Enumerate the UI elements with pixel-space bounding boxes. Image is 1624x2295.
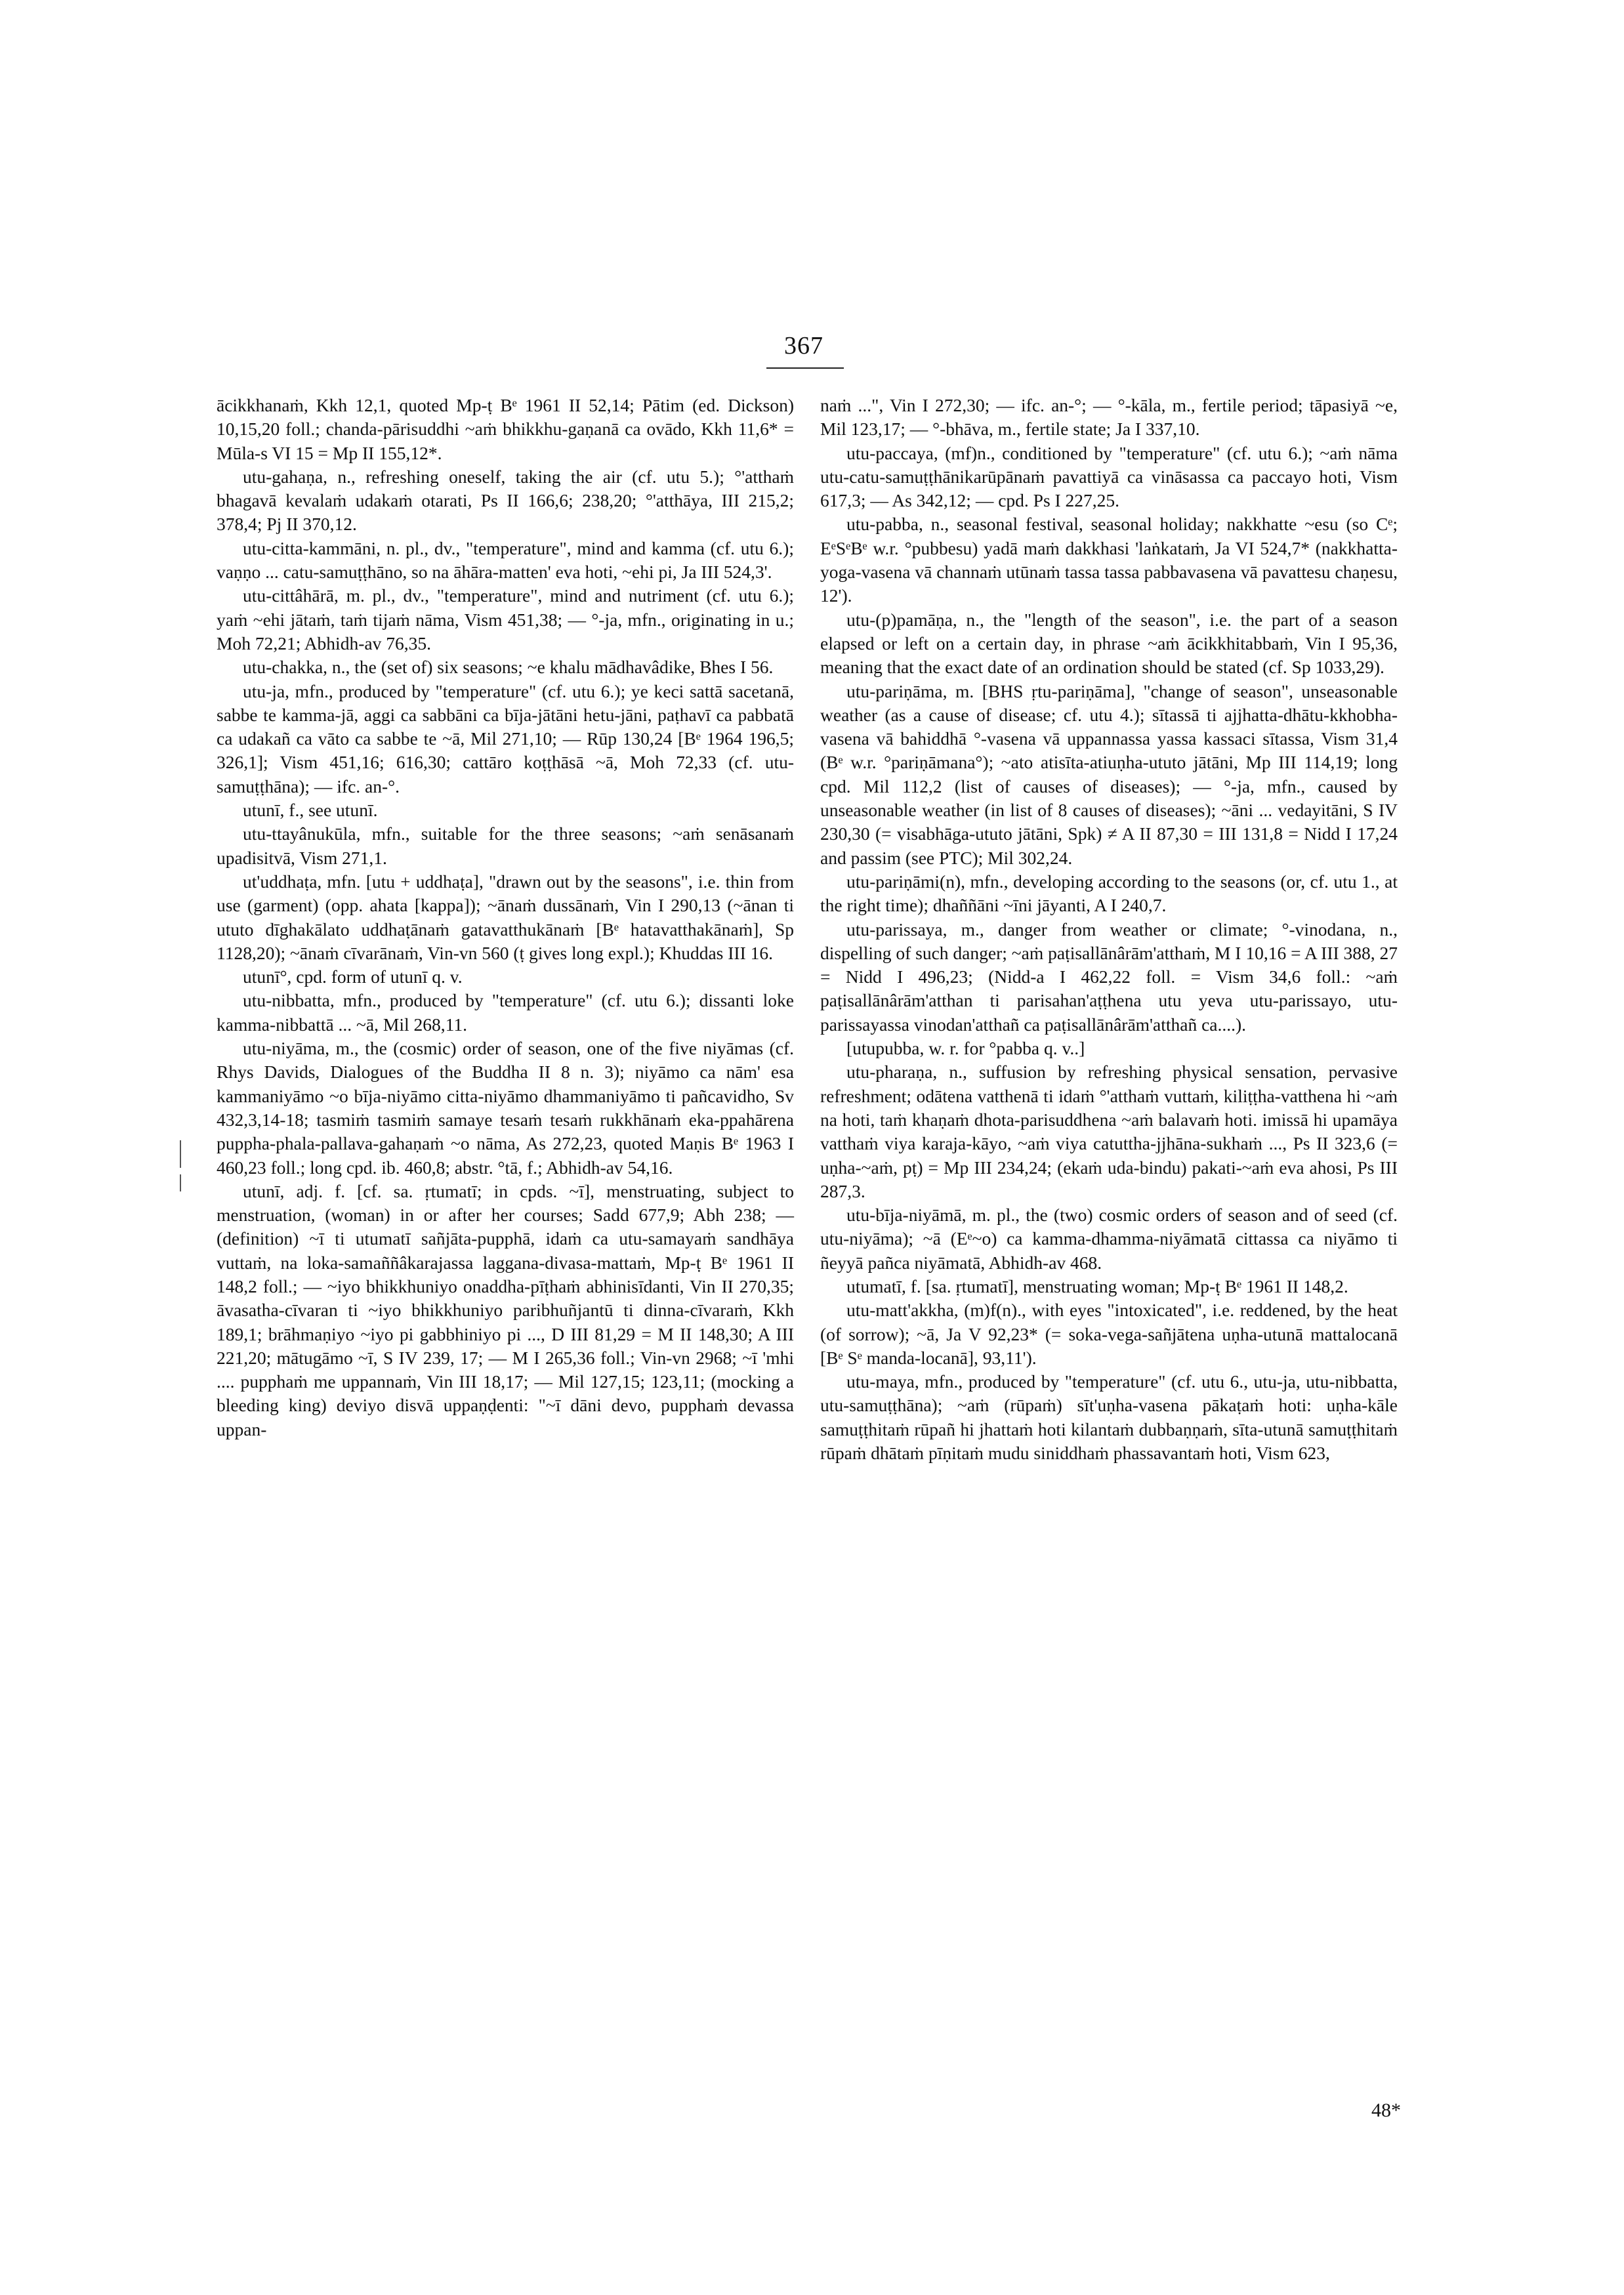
dictionary-entry: utu-pharaṇa, n., suffusion by refreshing physical sensation, pervasive refreshment; odātena vatthenā ti idaṁ °'atthaṁ vuttaṁ, kiliṭṭha-vatthena hi ~aṁ na hoti, taṁ khaṇaṁ dhota-parisuddhena ~aṁ balavaṁ hoti. imissā hi upamāya vatthaṁ viya karaja-kāyo, ~aṁ viya catuttha-jjhāna-sukhaṁ ..., Ps II 323,6 (= uṇha-~aṁ, pṭ) = Mp III 234,24; (ekaṁ uda-bindu) pakati-~aṁ eva ahosi, Ps III 287,3. <box>820 1062 1398 1201</box>
dictionary-entry: utu-ttayânukūla, mfn., suitable for the three seasons; ~aṁ senāsanaṁ upadisitvā, Vism 271,1. <box>217 823 794 868</box>
dictionary-entry: utu-ja, mfn., produced by "temperature" (cf. utu 6.); ye keci sattā sacetanā, sabbe te kamma-jā, aggi ca sabbāni ca bīja-jātāni hetu-jāni, paṭhavī ca pabbatā ca udakañ ca vāto ca sabbe te ~ā, Mil 271,10; — Rūp 130,24 [Bᵉ 1964 196,5; 326,1]; Vism 451,16; 616,30; cattāro koṭṭhāsā ~ā, Moh 72,33 (cf. utu-samuṭṭhāna); — ifc. an-°. <box>217 680 794 796</box>
dictionary-entry: utu-cittâhārā, m. pl., dv., "temperature", mind and nutriment (cf. utu 6.); yaṁ ~ehi jātaṁ, taṁ tijaṁ nāma, Vism 451,38; — °-ja, mfn., originating in u.; Moh 72,21; Abhidh-av 76,35. <box>217 585 794 653</box>
margin-mark <box>180 1174 181 1191</box>
right-column <box>820 394 1398 1465</box>
dictionary-entry: utu-maya, mfn., produced by "temperature" (cf. utu 6., utu-ja, utu-nibbatta, utu-samuṭṭhāna); ~aṁ (rūpaṁ) sīt'uṇha-vasena pākaṭaṁ hoti: uṇha-kāle samuṭṭhitaṁ rūpañ hi jhattaṁ hoti kilantaṁ dubbaṇṇaṁ, sīta-utunā samuṭṭhitaṁ rūpaṁ dhātaṁ pīṇitaṁ mudu siniddhaṁ phassavantaṁ hoti, Vism 623, <box>820 1371 1398 1464</box>
dictionary-entry: utu-niyāma, m., the (cosmic) order of season, one of the five niyāmas (cf. Rhys Davids, Dialogues of the Buddha II 8 n. 3); niyāmo ca nām' esa kammaniyāmo ~o bīja-niyāmo citta-niyāmo dhammaniyāmo ti pañcavidho, Sv 432,3,14-18; tasmiṁ tasmiṁ samaye tesaṁ tesaṁ rukkhānaṁ eka-ppahārena puppha-phala-pallava-gahaṇaṁ ~o nāma, As 272,23, quoted Maṇis Bᵉ 1963 I 460,23 foll.; long cpd. ib. 460,8; abstr. °tā, f.; Abhidh-av 54,16. <box>217 1038 794 1178</box>
dictionary-entry: [utupubba, w. r. for °pabba q. v..] <box>846 1038 1085 1059</box>
dictionary-entry: utu-nibbatta, mfn., produced by "temperature" (cf. utu 6.); dissanti loke kamma-nibbattā ... ~ā, Mil 268,11. <box>217 990 794 1035</box>
dictionary-entry: utu-paccaya, (mf)n., conditioned by "temperature" (cf. utu 6.); ~aṁ nāma utu-catu-samuṭṭhānikarūpānaṁ pavattiyā ca vināsassa ca paccayo hoti, Vism 617,3; — As 342,12; — cpd. Ps I 227,25. <box>820 442 1398 511</box>
printer-signature: 48* <box>1371 2099 1401 2121</box>
dictionary-entry: utu-gahaṇa, n., refreshing oneself, taking the air (cf. utu 5.); °'atthaṁ bhagavā kevalaṁ udakaṁ otarati, Ps II 166,6; 238,20; °'atthāya, III 215,2; 378,4; Pj II 370,12. <box>217 466 794 535</box>
dictionary-entry: utu-pariṇāmi(n), mfn., developing according to the seasons (or, cf. utu 1., at the right time); dhaññāni ~īni jāyanti, A I 240,7. <box>820 871 1398 916</box>
header-rule <box>766 367 844 369</box>
margin-mark <box>180 1140 181 1168</box>
dictionary-entry: ut'uddhaṭa, mfn. [utu + uddhaṭa], "drawn out by the seasons", i.e. thin from use (garment) (opp. ahata [kappa]); ~ānaṁ dussānaṁ, Vin I 290,13 (~ānan ti ututo dīghakālato uddhaṭānaṁ gatavatthukānaṁ [Bᵉ hatavatthakānaṁ], Sp 1128,20); ~ānaṁ cīvarānaṁ, Vin-vn 560 (ṭ gives long expl.); Khuddas III 16. <box>217 871 794 963</box>
dictionary-entry: utunī°, cpd. form of utunī q. v. <box>243 966 463 987</box>
dictionary-entry: utu-(p)pamāṇa, n., the "length of the season", i.e. the part of a season elapsed or left on a certain day, in phrase ~aṁ ācikkhitabbaṁ, Vin I 95,36, meaning that the exact date of an ordination should be stated (cf. Sp 1033,29). <box>820 609 1398 678</box>
dictionary-entry: utu-pabba, n., seasonal festival, seasonal holiday; nakkhatte ~esu (so Cᵉ; EᵉSᵉBᵉ w.r. °pubbesu) yadā maṁ dakkhasi 'laṅkataṁ, Ja VI 524,7* (nakkhatta-yoga-vasena vā channaṁ utūnaṁ tassa tassa pabbavasena vā pavattesu chaṇesu, 12'). <box>820 514 1398 606</box>
dictionary-entry: utunī, f., see utunī. <box>243 800 378 821</box>
dictionary-entry: utu-pariṇāma, m. [BHS ṛtu-pariṇāma], "change of season", unseasonable weather (as a cause of disease; cf. utu 4.); sītassā ti ajjhatta-dhātu-kkhobha-vasena vā bahiddhā °-vasena vā uppannassa yassa kassaci sītassa, Vism 31,4 (Bᵉ w.r. °pariṇāmana°); ~ato atisīta-atiuṇha-ututo jātāni, Mp III 114,19; long cpd. Mil 112,2 (list of causes of diseases); — °-ja, mfn., caused by unseasonable weather (in list of 8 causes of diseases); ~āni ... vedayitāni, S IV 230,30 (= visabhāga-ututo jātāni, Spk) ≠ A II 87,30 = III 131,8 = Nidd I 17,24 and passim (see PTC); Mil 302,24. <box>820 680 1398 868</box>
dictionary-entry: utu-chakka, n., the (set of) six seasons; ~e khalu mādhavâdike, Bhes I 56. <box>243 657 774 678</box>
page-number: 367 <box>784 332 823 360</box>
dictionary-entry: utumatī, f. [sa. ṛtumatī], menstruating woman; Mp-ṭ Bᵉ 1961 II 148,2. <box>846 1275 1348 1296</box>
left-column <box>217 394 794 1441</box>
dictionary-entry: naṁ ...", Vin I 272,30; — ifc. an-°; — °-kāla, m., fertile period; tāpasiyā ~e, Mil 123,17; — °-bhāva, m., fertile state; Ja I 337,10. <box>820 395 1398 440</box>
dictionary-entry: utu-citta-kammāni, n. pl., dv., "temperature", mind and kamma (cf. utu 6.); vaṇṇo ... catu-samuṭṭhāno, so na āhāra-matten' eva hoti, ~ehi pi, Ja III 524,3'. <box>217 537 794 583</box>
dictionary-entry: utunī, adj. f. [cf. sa. ṛtumatī; in cpds. ~ī], menstruating, subject to menstruation, (woman) in or after her courses; Sadd 677,9; Abh 238; — (definition) ~ī ti utumatī sañjāta-pupphā, idaṁ ca utu-samayaṁ sandhāya vuttaṁ, na loka-samaññâkarajassa laggana-divasa-mattaṁ, Mp-ṭ Bᵉ 1961 II 148,2 foll.; — ~iyo bhikkhuniyo onaddha-pīṭhaṁ abhinisīdanti, Vin II 270,35; āvasatha-cīvaran ti ~iyo bhikkhuniyo paribhuñjantū ti dinna-cīvaraṁ, Kkh 189,1; brāhmaṇiyo ~iyo pi gabbhiniyo pi ..., D III 81,29 = M II 148,30; A III 221,20; mātugāmo ~ī, S IV 239, 17; — M I 265,36 foll.; Vin-vn 2968; ~ī 'mhi .... pupphaṁ me uppannaṁ, Vin III 18,17; — Mil 127,15; 123,11; (mocking a bleeding king) deviyo disvā uppaṇḍenti: "~ī dāni devo, pupphaṁ devassa uppan- <box>217 1180 794 1439</box>
dictionary-entry: utu-bīja-niyāmā, m. pl., the (two) cosmic orders of season and of seed (cf. utu-niyāma); ~ā (Eᵉ~o) ca kamma-dhamma-niyāmatā cittassa ca niyāmo ti ñeyyā pañca niyāmatā, Abhidh-av 468. <box>820 1205 1398 1273</box>
dictionary-entry: ācikkhanaṁ, Kkh 12,1, quoted Mp-ṭ Bᵉ 1961 II 52,14; Pātim (ed. Dickson) 10,15,20 foll.; chanda-pārisuddhi ~aṁ bhikkhu-gaṇanā ca ovādo, Kkh 11,6* = Mūla-s VI 15 = Mp II 155,12*. <box>217 395 794 463</box>
dictionary-entry: utu-parissaya, m., danger from weather or climate; °-vinodana, n., dispelling of such danger; ~aṁ paṭisallānârām'atthaṁ, M I 10,16 = A III 388, 27 = Nidd I 496,23; (Nidd-a I 462,22 foll. = Vism 34,6 foll.: ~aṁ paṭisallānârām'atthan ti parisahan'aṭṭhena utu yeva utu-parissayo, utu-parissayassa vinodan'atthañ ca paṭisallānârām'atthañ ca....). <box>820 919 1398 1035</box>
dictionary-entry: utu-matt'akkha, (m)f(n)., with eyes "intoxicated", i.e. reddened, by the heat (of sorrow); ~ā, Ja V 92,23* (= soka-vega-sañjātena uṇha-utunā mattalocanā [Bᵉ Sᵉ manda-locanā], 93,11'). <box>820 1300 1398 1368</box>
